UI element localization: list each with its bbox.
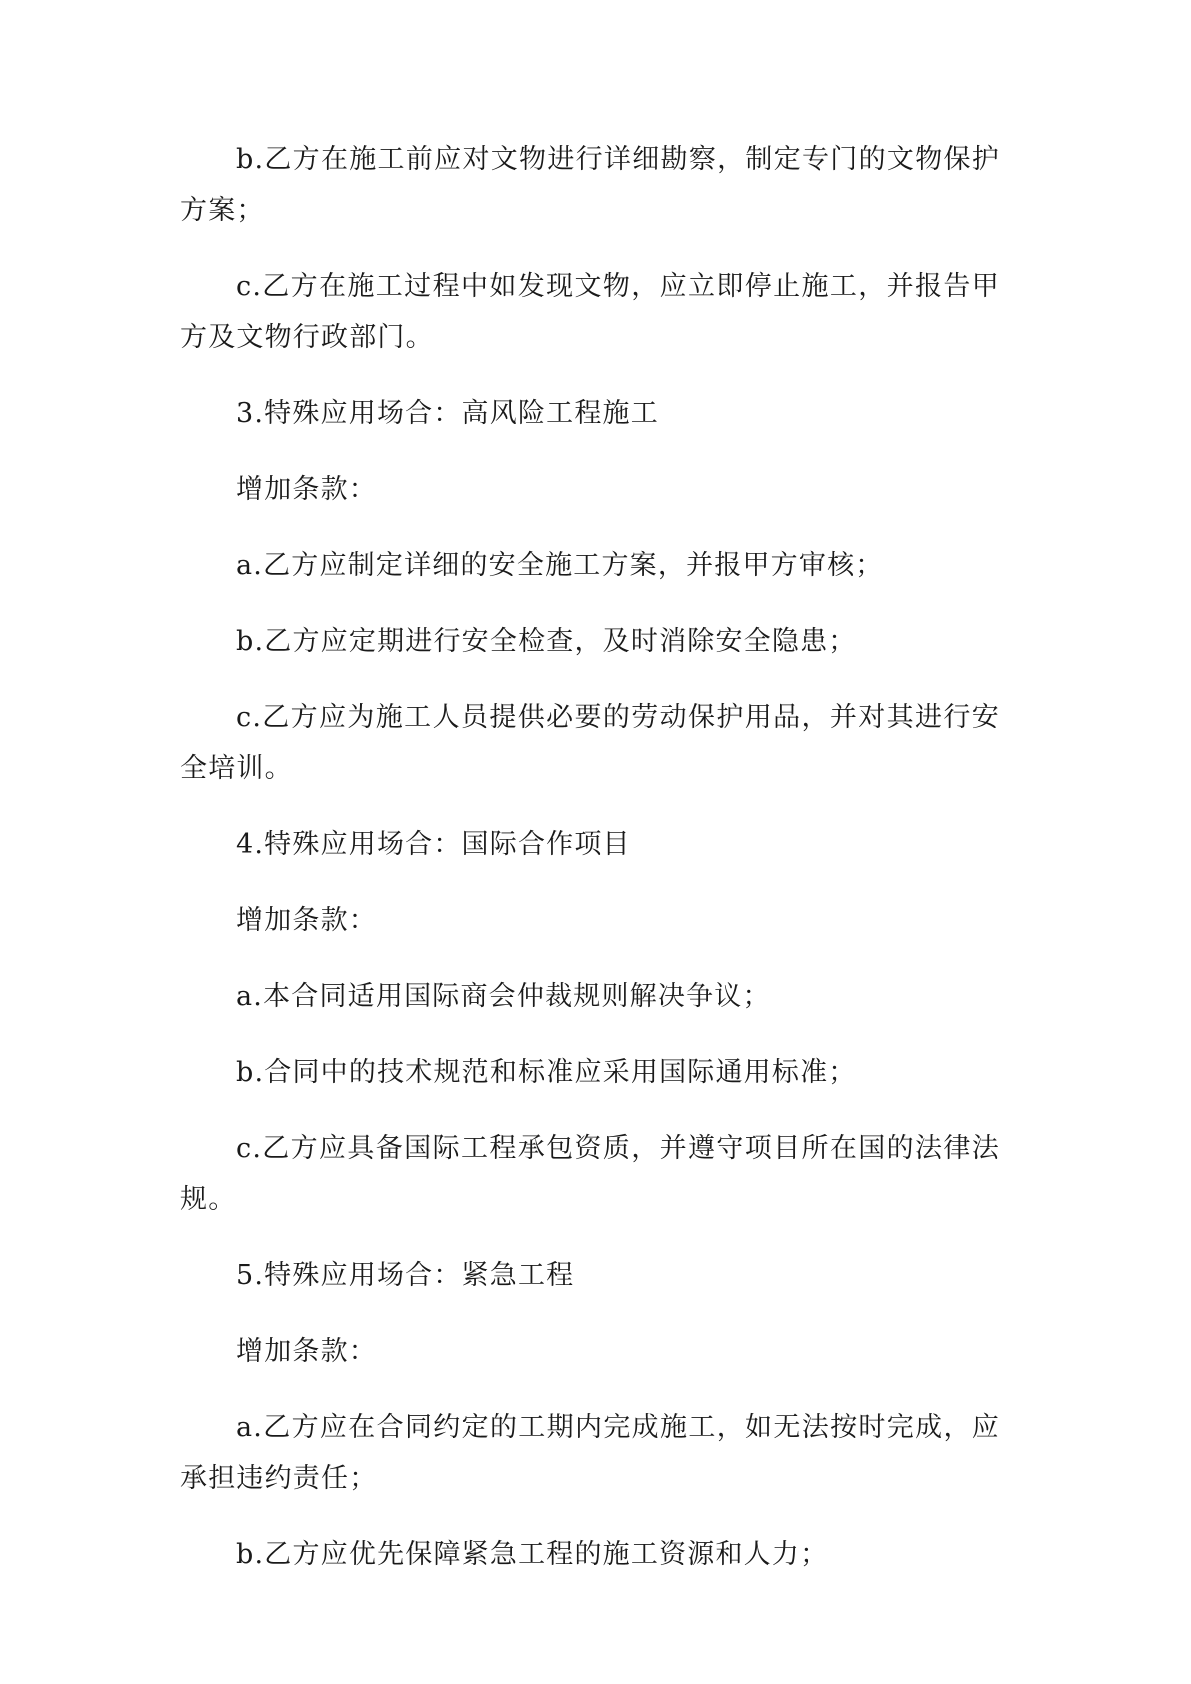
- added-clauses-label: 增加条款：: [236, 905, 377, 936]
- clause-c-protective-equipment: c.乙方应为施工人员提供必要的劳动保护用品，并对其进行安全培训。: [180, 702, 1000, 784]
- added-clauses-label: 增加条款：: [236, 474, 377, 505]
- clause-c-relic-discovery: c.乙方在施工过程中如发现文物，应立即停止施工，并报告甲方及文物行政部门。: [180, 271, 1000, 353]
- clause-b-standards: b.合同中的技术规范和标准应采用国际通用标准；: [236, 1057, 857, 1088]
- clause-b-relic-survey: b.乙方在施工前应对文物进行详细勘察，制定专门的文物保护方案；: [180, 144, 1000, 226]
- clause-c-qualification: c.乙方应具备国际工程承包资质，并遵守项目所在国的法律法规。: [180, 1133, 1000, 1215]
- clause-b-resources: b.乙方应优先保障紧急工程的施工资源和人力；: [236, 1539, 829, 1570]
- clause-b-safety-inspection: b.乙方应定期进行安全检查，及时消除安全隐患；: [236, 626, 857, 657]
- section-heading-high-risk: 3.特殊应用场合：高风险工程施工: [236, 398, 659, 429]
- clause-a-safety-plan: a.乙方应制定详细的安全施工方案，并报甲方审核；: [236, 550, 884, 581]
- document-page: [180, 134, 1000, 1605]
- clause-a-schedule: a.乙方应在合同约定的工期内完成施工，如无法按时完成，应承担违约责任；: [180, 1412, 1000, 1494]
- clause-a-arbitration: a.本合同适用国际商会仲裁规则解决争议；: [236, 981, 771, 1012]
- section-heading-international: 4.特殊应用场合：国际合作项目: [236, 829, 631, 860]
- added-clauses-label: 增加条款：: [236, 1336, 377, 1367]
- section-heading-emergency: 5.特殊应用场合：紧急工程: [236, 1260, 575, 1291]
